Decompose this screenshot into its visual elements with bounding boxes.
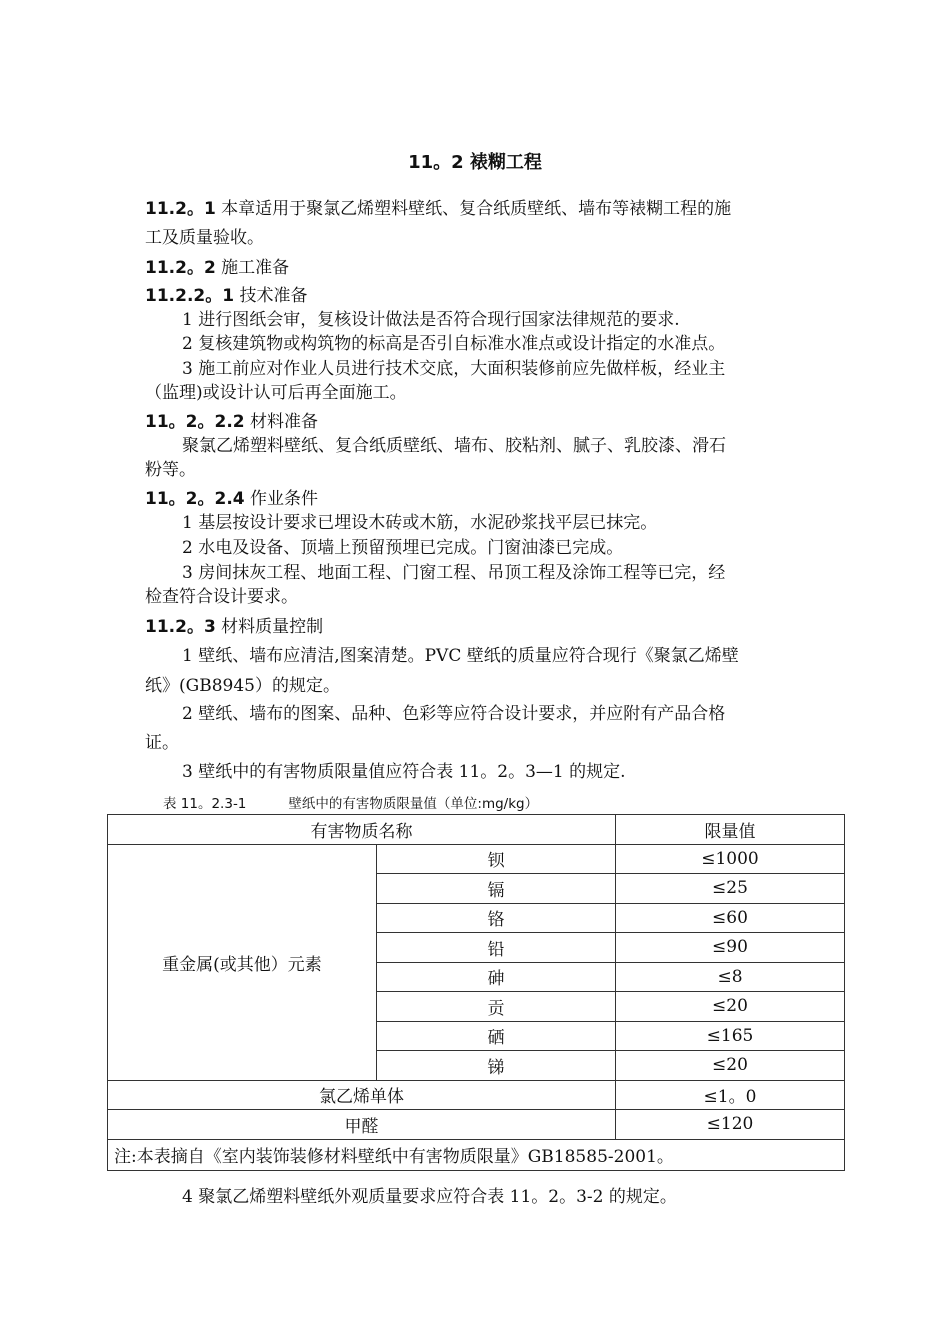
clause-number: 11.2。3 [145,617,216,637]
metal-name: 贡 [377,992,616,1022]
clause-text: 材料质量控制 [215,617,324,637]
clause-text: 工及质量验收。 [145,228,264,248]
table-note: 注:本表摘自《室内装饰装修材料壁纸中有害物质限量》GB18585-2001。 [108,1139,845,1170]
table-row [108,844,845,874]
metal-name: 钡 [377,844,616,874]
clause-text: 作业条件 [244,489,319,509]
item-text: 2 水电及设备、顶墙上预留预埋已完成。门窗油漆已完成。 [182,538,624,558]
metal-name: 镉 [377,874,616,904]
item-text: 3 施工前应对作业人员进行技术交底，大面积装修前应先做样板，经业主 [182,359,726,379]
metal-name: 砷 [377,962,616,992]
clause-number: 11.2。2 [145,258,216,278]
metal-limit: ≤8 [616,962,845,992]
item-text: 粉等。 [145,460,196,480]
metal-name: 硒 [377,1021,616,1051]
table-number: 表 11。2.3-1 [163,796,247,812]
metal-limit: ≤20 [616,1051,845,1081]
metal-name: 铬 [377,903,616,933]
clause-number: 11。2。2.4 [145,489,245,509]
table-title: 壁纸中的有害物质限量值（单位:mg/kg） [288,796,539,812]
table-note-row [108,1139,845,1170]
clause-number: 11.2.2。1 [145,286,235,306]
clause-11-2-1 [145,198,731,220]
header-substance: 有害物质名称 [108,815,616,845]
item-text: 证。 [145,733,179,753]
item-text: 聚氯乙烯塑料壁纸、复合纸质壁纸、墙布、胶粘剂、腻子、乳胶漆、滑石 [182,436,726,456]
header-limit: 限量值 [616,815,845,845]
clause-11-2-3 [145,616,323,638]
clause-11-2-2-4 [145,488,318,510]
metal-name: 铅 [377,933,616,963]
clause-number: 11.2。1 [145,199,216,219]
metal-limit: ≤20 [616,992,845,1022]
item-text: 2 壁纸、墙布的图案、品种、色彩等应符合设计要求，并应附有产品合格 [182,704,726,724]
clause-11-2-2-1 [145,285,307,307]
item-text: 1 壁纸、墙布应清洁,图案清楚。PVC 壁纸的质量应符合现行《聚氯乙烯壁 [182,646,739,666]
clause-text: 施工准备 [215,258,290,278]
item-text: 检查符合设计要求。 [145,587,298,607]
group-label: 重金属(或其他）元素 [108,844,377,1080]
clause-text: 材料准备 [244,412,319,432]
clause-number: 11。2。2.2 [145,412,245,432]
table-header-row [108,815,845,845]
table-row [108,1110,845,1140]
item-text: 1 基层按设计要求已埋设木砖或木筋，水泥砂浆找平层已抹完。 [182,513,658,533]
hazard-limits-table [107,814,845,1171]
metal-limit: ≤165 [616,1021,845,1051]
metal-limit: ≤25 [616,874,845,904]
metal-limit: ≤1000 [616,844,845,874]
item-text: 4 聚氯乙烯塑料壁纸外观质量要求应符合表 11。2。3-2 的规定。 [182,1187,677,1207]
item-text: 2 复核建筑物或构筑物的标高是否引自标准水准点或设计指定的水准点。 [182,334,726,354]
substance-limit: ≤120 [616,1110,845,1140]
table-row [108,1080,845,1110]
clause-11-2-2 [145,257,289,279]
item-text: 3 房间抹灰工程、地面工程、门窗工程、吊顶工程及涂饰工程等已完，经 [182,563,726,583]
metal-limit: ≤90 [616,933,845,963]
table-caption [163,792,538,812]
metal-name: 锑 [377,1051,616,1081]
item-text: 纸》(GB8945）的规定。 [145,676,340,696]
item-text: 1 进行图纸会审，复核设计做法是否符合现行国家法律规范的要求. [182,310,680,330]
clause-text: 本章适用于聚氯乙烯塑料壁纸、复合纸质壁纸、墙布等裱糊工程的施 [215,199,732,219]
clause-text: 技术准备 [234,286,308,306]
substance-name: 氯乙烯单体 [108,1080,616,1110]
metal-limit: ≤60 [616,903,845,933]
item-text: （监理)或设计认可后再全面施工。 [145,383,407,403]
item-text: 3 壁纸中的有害物质限量值应符合表 11。2。3—1 的规定. [182,762,626,782]
clause-11-2-2-2 [145,411,318,433]
substance-name: 甲醛 [108,1110,616,1140]
section-title: 11。2 裱糊工程 [408,152,542,173]
substance-limit: ≤1。0 [616,1080,845,1110]
